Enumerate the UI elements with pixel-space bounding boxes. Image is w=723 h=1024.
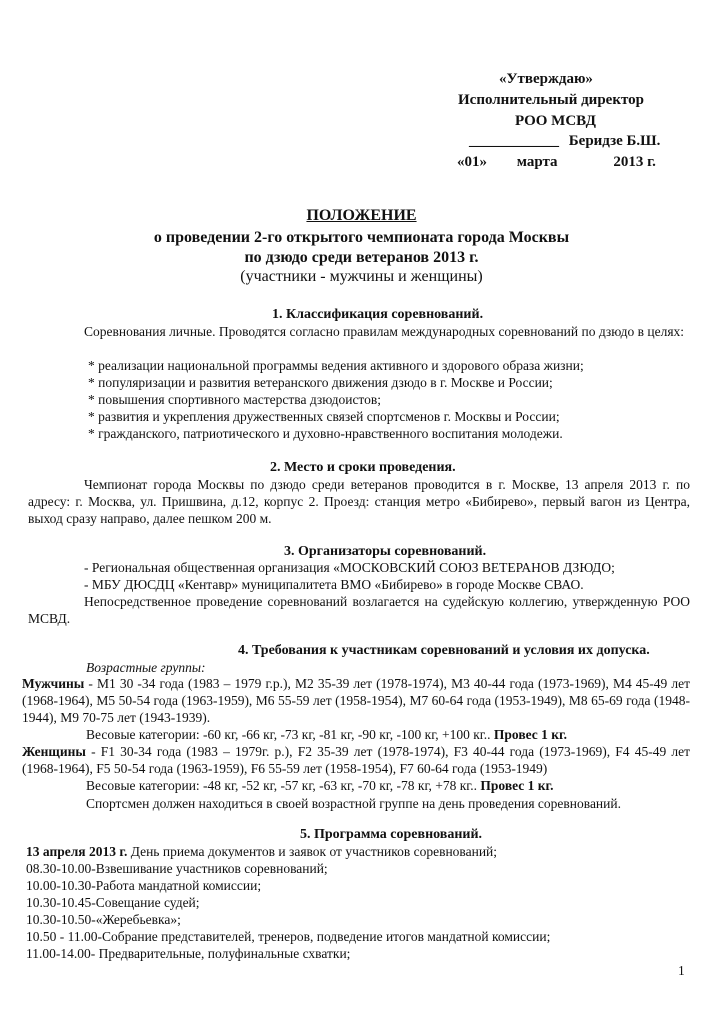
section-1-heading: 1. Классификация соревнований.: [272, 307, 484, 322]
women-age-groups: Женщины - F1 30-34 года (1983 – 1979г. р.), F2 35-39 лет (1978-1974), F3 40-44 года (1973-1969), F4 45-49 лет (1968-1964), F5 50-54 года (1963-1959), F6 55-59 лет (1958-1954), F7 60-64 года (1953-1949): [22, 744, 690, 776]
approval-line-3: РОО МСВД: [515, 113, 596, 129]
section-2-heading: 2. Место и сроки проведения.: [270, 460, 456, 475]
organizer-2: - МБУ ДЮСДЦ «Кентавр» муниципалитета ВМО «Бибирево» в городе Москве СВАО.: [84, 577, 584, 592]
section-2-text: Чемпионат города Москвы по дзюдо среди ветеранов проводится в г. Москве, 13 апреля 2013 г. по адресу: г. Москва, ул. Пришвина, д.12, корпус 2. Проезд: станция метро «Бибирево», первый вагон из Центра, выход сразу направо, далее пешком 200 м.: [28, 477, 690, 526]
approval-line-1: «Утверждаю»: [499, 71, 593, 87]
schedule-item: 11.00-14.00- Предварительные, полуфинальные схватки;: [26, 946, 351, 961]
men-weight-categories: Весовые категории: -60 кг, -66 кг, -73 кг, -81 кг, -90 кг, -100 кг, +100 кг.. Провес 1 кг.: [86, 727, 568, 742]
women-label: Женщины: [22, 744, 86, 759]
schedule-item: 10.50 - 11.00-Собрание представителей, тренеров, подведение итогов мандатной комиссии;: [26, 929, 551, 944]
men-label: Мужчины: [22, 676, 85, 691]
document-title: ПОЛОЖЕНИЕ: [306, 207, 417, 224]
title-line-3: (участники - мужчины и женщины): [240, 268, 483, 285]
signature-line: [469, 132, 660, 150]
schedule-item: 10.30-10.45-Совещание судей;: [26, 895, 200, 910]
schedule-item: 10.00-10.30-Работа мандатной комиссии;: [26, 878, 262, 893]
section-4-note: Спортсмен должен находиться в своей возрастной группе на день проведения соревнований.: [86, 796, 621, 811]
organizer-1: - Региональная общественная организация «МОСКОВСКИЙ СОЮЗ ВЕТЕРАНОВ ДЗЮДО;: [84, 560, 615, 575]
approval-date-year: 2013 г.: [613, 154, 656, 170]
section-1-bullet: * гражданского, патриотического и духовно-нравственного воспитания молодежи.: [88, 426, 563, 441]
title-line-1: о проведении 2-го открытого чемпионата города Москвы: [153, 229, 570, 246]
section-1-intro: Соревнования личные. Проводятся согласно правилам международных соревнований по дзюдо в целях:: [84, 324, 685, 339]
page-number: 1: [678, 963, 685, 978]
section-1-bullet: * реализации национальной программы ведения активного и здорового образа жизни;: [88, 358, 584, 373]
signature-blank: ____________: [469, 133, 559, 149]
section-1-bullet: * развития и укрепления дружественных связей спортсменов г. Москвы и России;: [88, 409, 560, 424]
section-5-heading: 5. Программа соревнований.: [300, 827, 483, 842]
women-weight-categories: Весовые категории: -48 кг, -52 кг, -57 кг, -63 кг, -70 кг, -78 кг, +78 кг.. Провес 1 кг.: [86, 778, 554, 793]
section-1-bullet: * повышения спортивного мастерства дзюдоистов;: [88, 392, 382, 407]
title-line-2: по дзюдо среди ветеранов 2013 г.: [244, 249, 479, 266]
schedule-item: 10.30-10.50-«Жеребьевка»;: [26, 912, 181, 927]
women-tolerance: Провес 1 кг.: [480, 778, 554, 793]
program-date-label: 13 апреля 2013 г.: [26, 844, 128, 859]
age-groups-label: Возрастные группы:: [86, 660, 206, 675]
approval-date-month: марта: [516, 154, 558, 170]
section-4-heading: 4. Требования к участникам соревнований и условия их допуска.: [238, 643, 650, 658]
approval-date: [457, 153, 656, 171]
section-3-text: Непосредственное проведение соревнований возлагается на судейскую коллегию, утвержденную РОО МСВД.: [28, 594, 690, 626]
signer-name: Беридзе Б.Ш.: [568, 133, 661, 149]
schedule-item: 08.30-10.00-Взвешивание участников соревнований;: [26, 861, 328, 876]
approval-line-2: Исполнительный директор: [458, 92, 644, 108]
approval-date-day: «01»: [457, 154, 487, 170]
program-date: 13 апреля 2013 г. День приема документов и заявок от участников соревнований;: [26, 844, 498, 859]
men-tolerance: Провес 1 кг.: [493, 727, 568, 742]
section-3-heading: 3. Организаторы соревнований.: [284, 544, 487, 559]
men-age-groups: Мужчины - М1 30 -34 года (1983 – 1979 г.р.), М2 35-39 лет (1978-1974), М3 40-44 года (1973-1969), М4 45-49 лет (1968-1964), М5 50-54 года (1963-1959), М6 55-59 лет (1958-1954), М7 60-64 года (1953-1949), М8 65-69 года (1948-1944), М9 70-75 лет (1943-1939).: [22, 676, 690, 725]
section-1-bullet: * популяризации и развития ветеранского движения дзюдо в г. Москве и России;: [88, 375, 553, 390]
